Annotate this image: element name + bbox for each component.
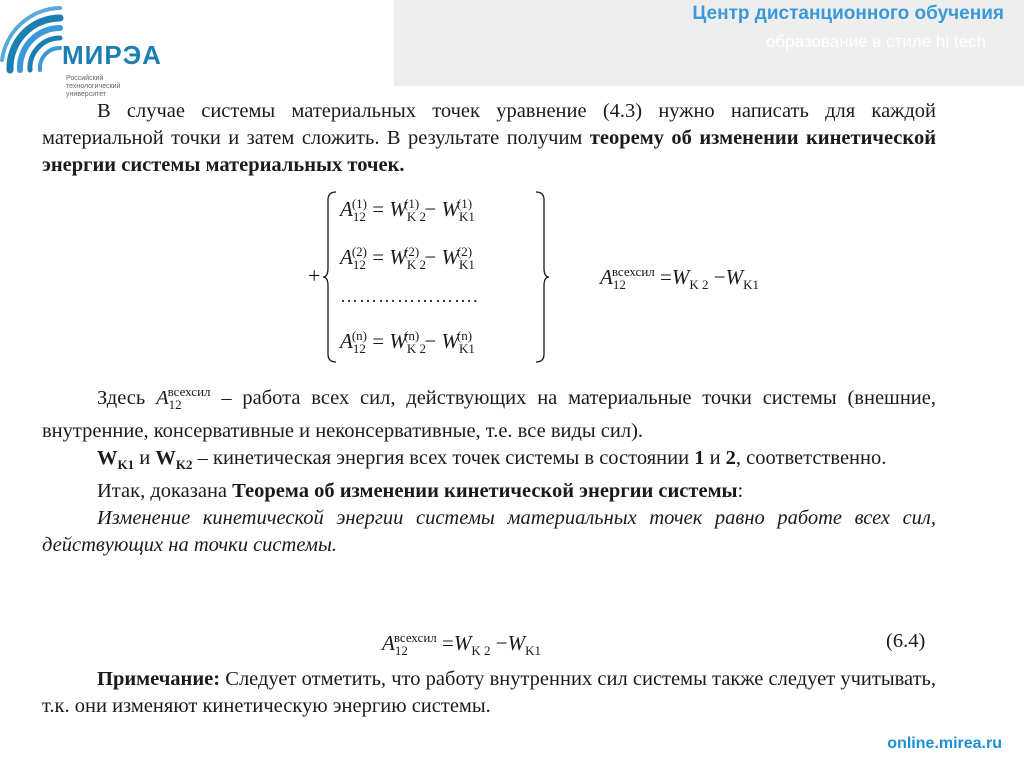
result-formula: $A_{12}^{всехсил} =W_{K 2} -W_{K1}$ xyxy=(600,264,759,293)
logo-subtitle: Российский технологический университет xyxy=(66,75,121,98)
system-equation-1: $A_{12}^{(1)} = W_{K 2}^{(1)} - W_{K1}^{(1)}$ xyxy=(340,196,475,225)
header-title: Центр дистанционного обучения xyxy=(692,3,1004,24)
logo-text: МИРЭА xyxy=(62,40,162,70)
system-equation-n: $A_{12}^{(n)} = W_{K 2}^{(n)} - W_{K1}^{(n)}$ xyxy=(340,328,475,357)
paragraph-intro xyxy=(42,98,936,179)
intro-bold: теорему об изменении кинетической энергии системы материальных точек. xyxy=(42,127,936,176)
paragraph-note: Примечание: Следует отметить, что работу внутренних сил системы также следует учитывать, т.к. они изменяют кинетическую энергию системы. xyxy=(42,668,936,717)
header-subtitle: образование в стиле hi tech xyxy=(765,32,986,51)
footer-site-link[interactable]: online.mirea.ru xyxy=(887,735,1002,752)
equation-6-4: $A_{12}^{всехсил} =W_{K 2} -W_{K1}$ xyxy=(382,630,541,659)
system-dots: …………………. xyxy=(340,286,479,306)
intro-text: В случае системы материальных точек уравнение (4.3) нужно написать для каждой материальной точки и затем сложить. В результате получим xyxy=(42,100,936,149)
system-equation-2: $A_{12}^{(2)} = W_{K 2}^{(2)} - W_{K1}^{(2)}$ xyxy=(340,244,475,273)
equation-number: (6.4) xyxy=(886,630,926,652)
header xyxy=(0,0,1024,108)
document-body-2 xyxy=(42,378,936,559)
header-banner xyxy=(394,0,1024,86)
paragraph-theorem-statement: Изменение кинетической энергии системы материальных точек равно работе всех сил, действующих на точки системы. xyxy=(42,507,936,557)
right-brace xyxy=(534,190,550,364)
left-brace xyxy=(322,190,338,364)
paragraph-definition: Здесь $A_{12}^{всехсил}$ – работа всех сил, действующих на материальные точки системы (внешние, внутренние, консервативные и неконсервативные, т.е. все виды сил). xyxy=(42,384,937,442)
plus-sign: + xyxy=(308,263,321,288)
paragraph-energies: $W_{K1}$ и $W_{K2}$ – кинетическая энергия всех точек системы в состоянии 1 и 2, соответственно. xyxy=(97,446,887,473)
document-body-3 xyxy=(42,666,936,720)
document-body xyxy=(42,98,936,179)
paragraph-theorem-intro: Итак, доказана Теорема об изменении кинетической энергии системы: xyxy=(97,480,744,503)
